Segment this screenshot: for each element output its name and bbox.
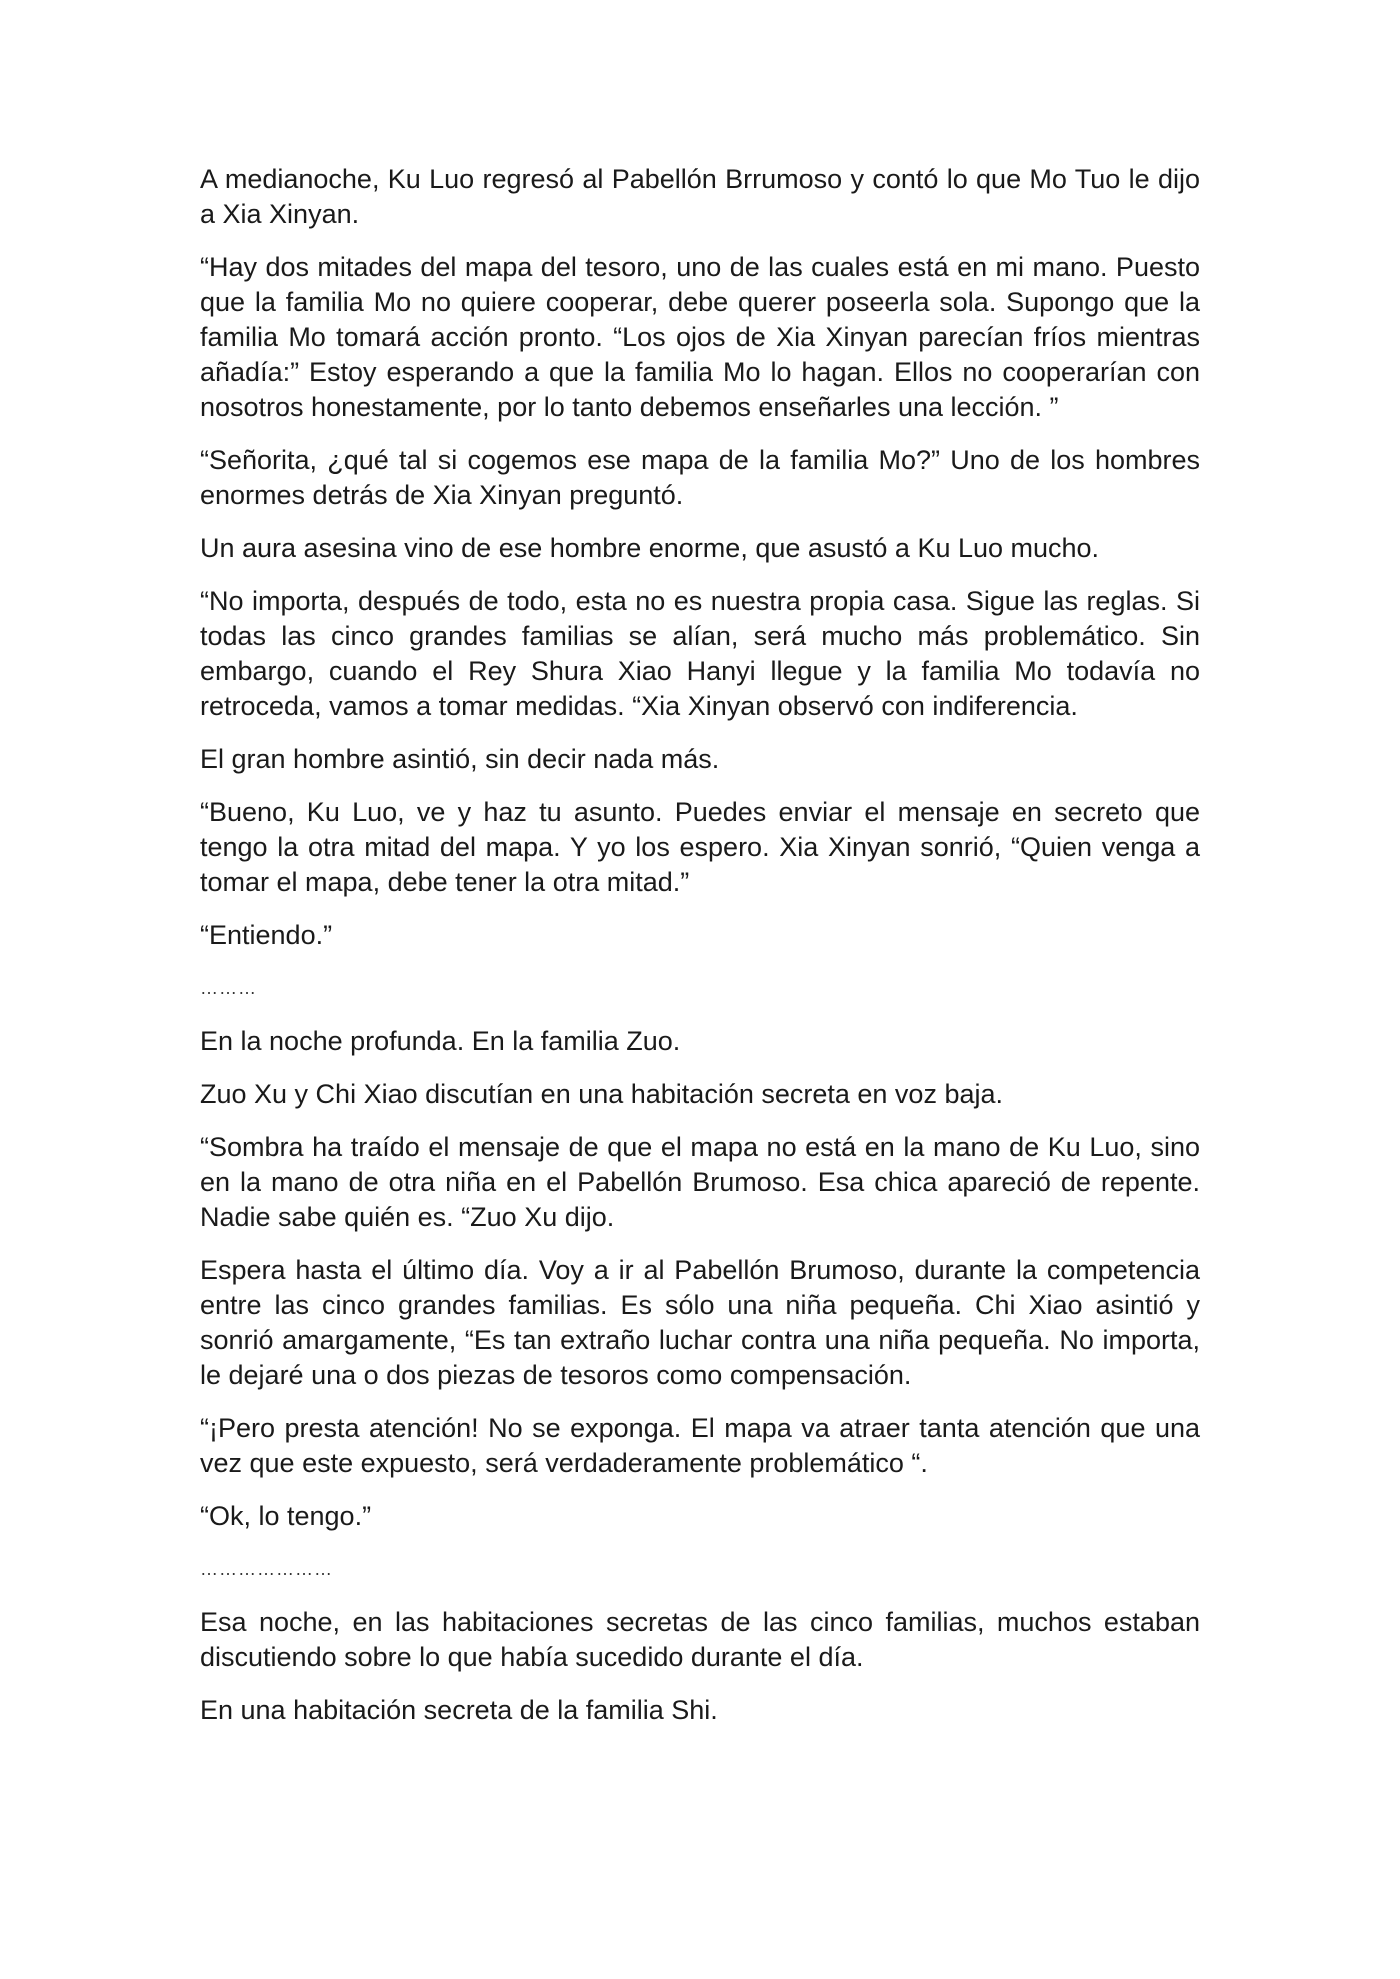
paragraph: En la noche profunda. En la familia Zuo. bbox=[200, 1026, 681, 1056]
scene-break: ……… bbox=[200, 978, 257, 998]
paragraph: “Hay dos mitades del mapa del tesoro, uno de las cuales está en mi mano. Puesto que la familia Mo no quiere cooperar, debe querer poseerla sola. Supongo que la familia Mo tomará acción pronto. “Los ojos de Xia Xinyan parecían fríos mientras añadía:” Estoy esperando a que la familia Mo lo hagan. Ellos no cooperarían con nosotros honestamente, por lo tanto debemos enseñarles una lección. ” bbox=[200, 252, 1200, 422]
document-body bbox=[200, 162, 1200, 1746]
paragraph: Zuo Xu y Chi Xiao discutían en una habitación secreta en voz baja. bbox=[200, 1079, 1003, 1109]
paragraph: Espera hasta el último día. Voy a ir al Pabellón Brumoso, durante la competencia entre las cinco grandes familias. Es sólo una niña pequeña. Chi Xiao asintió y sonrió amargamente, “Es tan extraño luchar contra una niña pequeña. No importa, le dejaré una o dos piezas de tesoros como compensación. bbox=[200, 1255, 1200, 1390]
paragraph: A medianoche, Ku Luo regresó al Pabellón Brrumoso y contó lo que Mo Tuo le dijo a Xia Xinyan. bbox=[200, 164, 1200, 229]
paragraph: “No importa, después de todo, esta no es nuestra propia casa. Sigue las reglas. Si todas las cinco grandes familias se alían, será mucho más problemático. Sin embargo, cuando el Rey Shura Xiao Hanyi llegue y la familia Mo todavía no retroceda, vamos a tomar medidas. “Xia Xinyan observó con indiferencia. bbox=[200, 586, 1200, 721]
paragraph: “Bueno, Ku Luo, ve y haz tu asunto. Puedes enviar el mensaje en secreto que tengo la otra mitad del mapa. Y yo los espero. Xia Xinyan sonrió, “Quien venga a tomar el mapa, debe tener la otra mitad.” bbox=[200, 797, 1200, 897]
paragraph: Esa noche, en las habitaciones secretas de las cinco familias, muchos estaban discutiendo sobre lo que había sucedido durante el día. bbox=[200, 1607, 1200, 1672]
paragraph: En una habitación secreta de la familia Shi. bbox=[200, 1695, 718, 1725]
paragraph: “Señorita, ¿qué tal si cogemos ese mapa de la familia Mo?” Uno de los hombres enormes detrás de Xia Xinyan preguntó. bbox=[200, 445, 1200, 510]
paragraph: “¡Pero presta atención! No se exponga. El mapa va atraer tanta atención que una vez que este expuesto, será verdaderamente problemático “. bbox=[200, 1413, 1200, 1478]
scene-break: ………………… bbox=[200, 1559, 333, 1579]
paragraph: “Ok, lo tengo.” bbox=[200, 1501, 372, 1531]
paragraph: Un aura asesina vino de ese hombre enorme, que asustó a Ku Luo mucho. bbox=[200, 533, 1100, 563]
paragraph: El gran hombre asintió, sin decir nada más. bbox=[200, 744, 720, 774]
paragraph: “Entiendo.” bbox=[200, 920, 333, 950]
paragraph: “Sombra ha traído el mensaje de que el mapa no está en la mano de Ku Luo, sino en la mano de otra niña en el Pabellón Brumoso. Esa chica apareció de repente. Nadie sabe quién es. “Zuo Xu dijo. bbox=[200, 1132, 1200, 1232]
